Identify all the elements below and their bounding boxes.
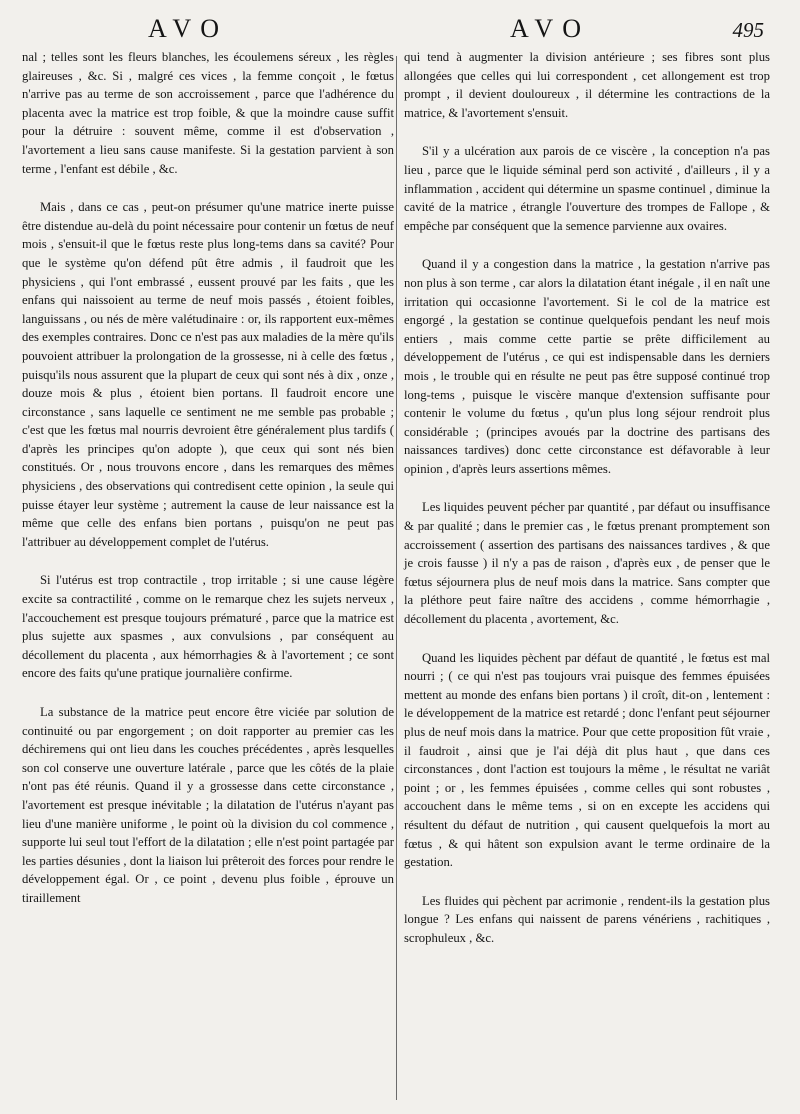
paragraph: Les fluides qui pèchent par acrimonie , rendent-ils la gestation plus longue ? Les enfans qui naissent de parens vénériens , rachitiques , scrophuleux , &c. [404,893,770,945]
right-column [404,48,770,968]
running-header-right: AVO [510,14,590,43]
paragraph: Si l'utérus est trop contractile , trop irritable ; si une cause légère excite sa contractilité , comme on le remarque chez les sujets nerveux , l'accouchement est presque toujours prématuré , parce que la matrice est plus sujette aux spasmes , aux convulsions , par conséquent au décollement du placenta , aux hémorrhagies & à l'avortement ; ce sont encore des faits qu'une pratique journalière confirme. [22,573,394,681]
paragraph: Quand il y a congestion dans la matrice , la gestation n'arrive pas non plus à son terme , car alors la dilatation étant inégale , il en naît une irritation qui occasionne l'avortement. Si le col de la matrice est engorgé , la gestation se continue quelquefois pendant les neuf mois entiers , mais comme cette partie se prête difficilement au développement de l'utérus , ce qui est indispensable dans les derniers mois , le trouble qui en résulte ne peut pas être supposé continué trop long-tems , puisque le viscère manque d'extension suffisante pour contenir le volume du fœtus , qu'un plus long séjour rendroit plus considérable ; (principes avoués par la doctrine des partisans des naissances tardives) donc cette circonstance est défavorable à leur opinion , d'après leurs assertions mêmes. [404,257,770,476]
column-divider [396,56,397,1100]
paragraph: La substance de la matrice peut encore être viciée par solution de continuité ou par engorgement ; on doit rapporter au premier cas les déchiremens qui ont lieu dans les couches précédentes , après lesquelles son col conserve une ouverture latérale , parce que les côtés de la plaie n'ont pas été réunis. Quand il y a grossesse dans cette circonstance , l'avortement est presque inévitable ; la dilatation de l'utérus n'ayant pas lieu d'une manière uniforme , le point où la division du col commence , supporte lui seul tout l'effort de la dilatation ; elle n'est point partagée par les parties désunies , dont la liaison lui prêteroit des forces pour rendre le développement égal. Or , ce point , devenu plus foible , éprouve un tiraillement [22,705,394,905]
paragraph: nal ; telles sont les fleurs blanches, les écoulemens séreux , les règles glaireuses , &c. Si , malgré ces vices , la femme conçoit , le fœtus n'arrive pas au terme de son accroissement , parce que l'adhérence du placenta avec la matrice est trop foible, & que la moindre cause suffit pour la détruire : souvent même, comme il est d'observation , l'avortement a lieu sans cause manifeste. Si la gestation parvient à son terme , l'enfant est débile , &c. [22,50,394,176]
left-column [22,48,394,928]
running-header-left: AVO [148,14,228,43]
paragraph: Mais , dans ce cas , peut-on présumer qu'une matrice inerte puisse être distendue au-delà du point nécessaire pour contenir un fœtus de neuf mois , s'ensuit-il que le fœtus reste plus long-tems dans sa cavité? Pour que le système qu'on défend pût être admis , il faudroit que les physiciens , qui l'ont embrassé , eussent prouvé par les faits , que les enfans qui naissoient au terme de neuf mois passés , étoient foibles, languissans , ou nés de mère valétudinaire : or, ils rapportent eux-mêmes des exemples contraires. Donc ce n'est pas aux maladies de la mère qu'ils pouvoient attribuer la prolongation de la grossesse, ni à celle des fœtus , puisqu'ils nous assurent que la plupart de ceux qui sont nés à dix , onze , douze mois & plus , étoient bien portans. Il faudroit encore une circonstance , sans laquelle ce sentiment ne me semble pas probable ; c'est que les fœtus mal nourris devroient être généralement plus tardifs ( d'après les principes qu'on adopte ), que ceux qui sont nés bien constitués. Or , nous trouvons encore , dans les remarques des mêmes physiciens , des observations qui contredisent cette opinion , la seule qui puisse étayer leur système ; autrement la cause de leur naissance est la même que celle des enfans bien portans , puisqu'on ne peut pas l'attribuer au développement complet de l'utérus. [22,200,394,549]
paragraph: S'il y a ulcération aux parois de ce viscère , la conception n'a pas lieu , parce que le liquide séminal perd son activité , d'ailleurs , il y a inflammation , accident qui détermine un spasme continuel , diminue la cavité de la matrice , étrangle l'ouverture des trompes de Fallope , & empêche par conséquent que la semence parvienne aux ovaires. [404,144,770,233]
paragraph: Quand les liquides pèchent par défaut de quantité , le fœtus est mal nourri ; ( ce qui n'est pas toujours vrai puisque des femmes épuisées mettent au monde des enfans bien portans ) il croît, dit-on , lentement : le développement de la matrice est retardé ; donc l'enfant peut séjourner plus de neuf mois dans la matrice. Pour que cette proposition fût vraie , il faudroit , ainsi que je l'ai déjà dit plus haut , que dans ces circonstances , dont l'action est toujours la même , le résultat ne variât point ; or , les femmes épuisées , comme celles qui sont robustes , accouchent dans le même tems , si on en excepte les accidens qui résultent du défaut de nutrition , qui causent quelquefois la mort au fœtus , & qui hâtent son expulsion avant le terme ordinaire de la gestation. [404,650,770,870]
paragraph: qui tend à augmenter la division antérieure ; ses fibres sont plus allongées que celles qui lui correspondent , cet allongement est trop prompt , il devient douloureux , il détermine les contractions de la matrice, & l'avortement s'ensuit. [404,50,770,120]
page-number: 495 [732,18,764,42]
paragraph: Les liquides peuvent pécher par quantité , par défaut ou insuffisance & par qualité ; dans le premier cas , le fœtus prenant promptement son accroissement ( assertion des partisans des naissances tardives , & que je crois fausse ) il n'y a pas de raison , d'après eux , de penser que le fœtus séjournera plus de neuf mois dans la matrice. Sans compter que la pléthore peut faire naître des accidens , comme hémorrhagie , décollement du placenta , avortement, &c. [404,500,770,627]
